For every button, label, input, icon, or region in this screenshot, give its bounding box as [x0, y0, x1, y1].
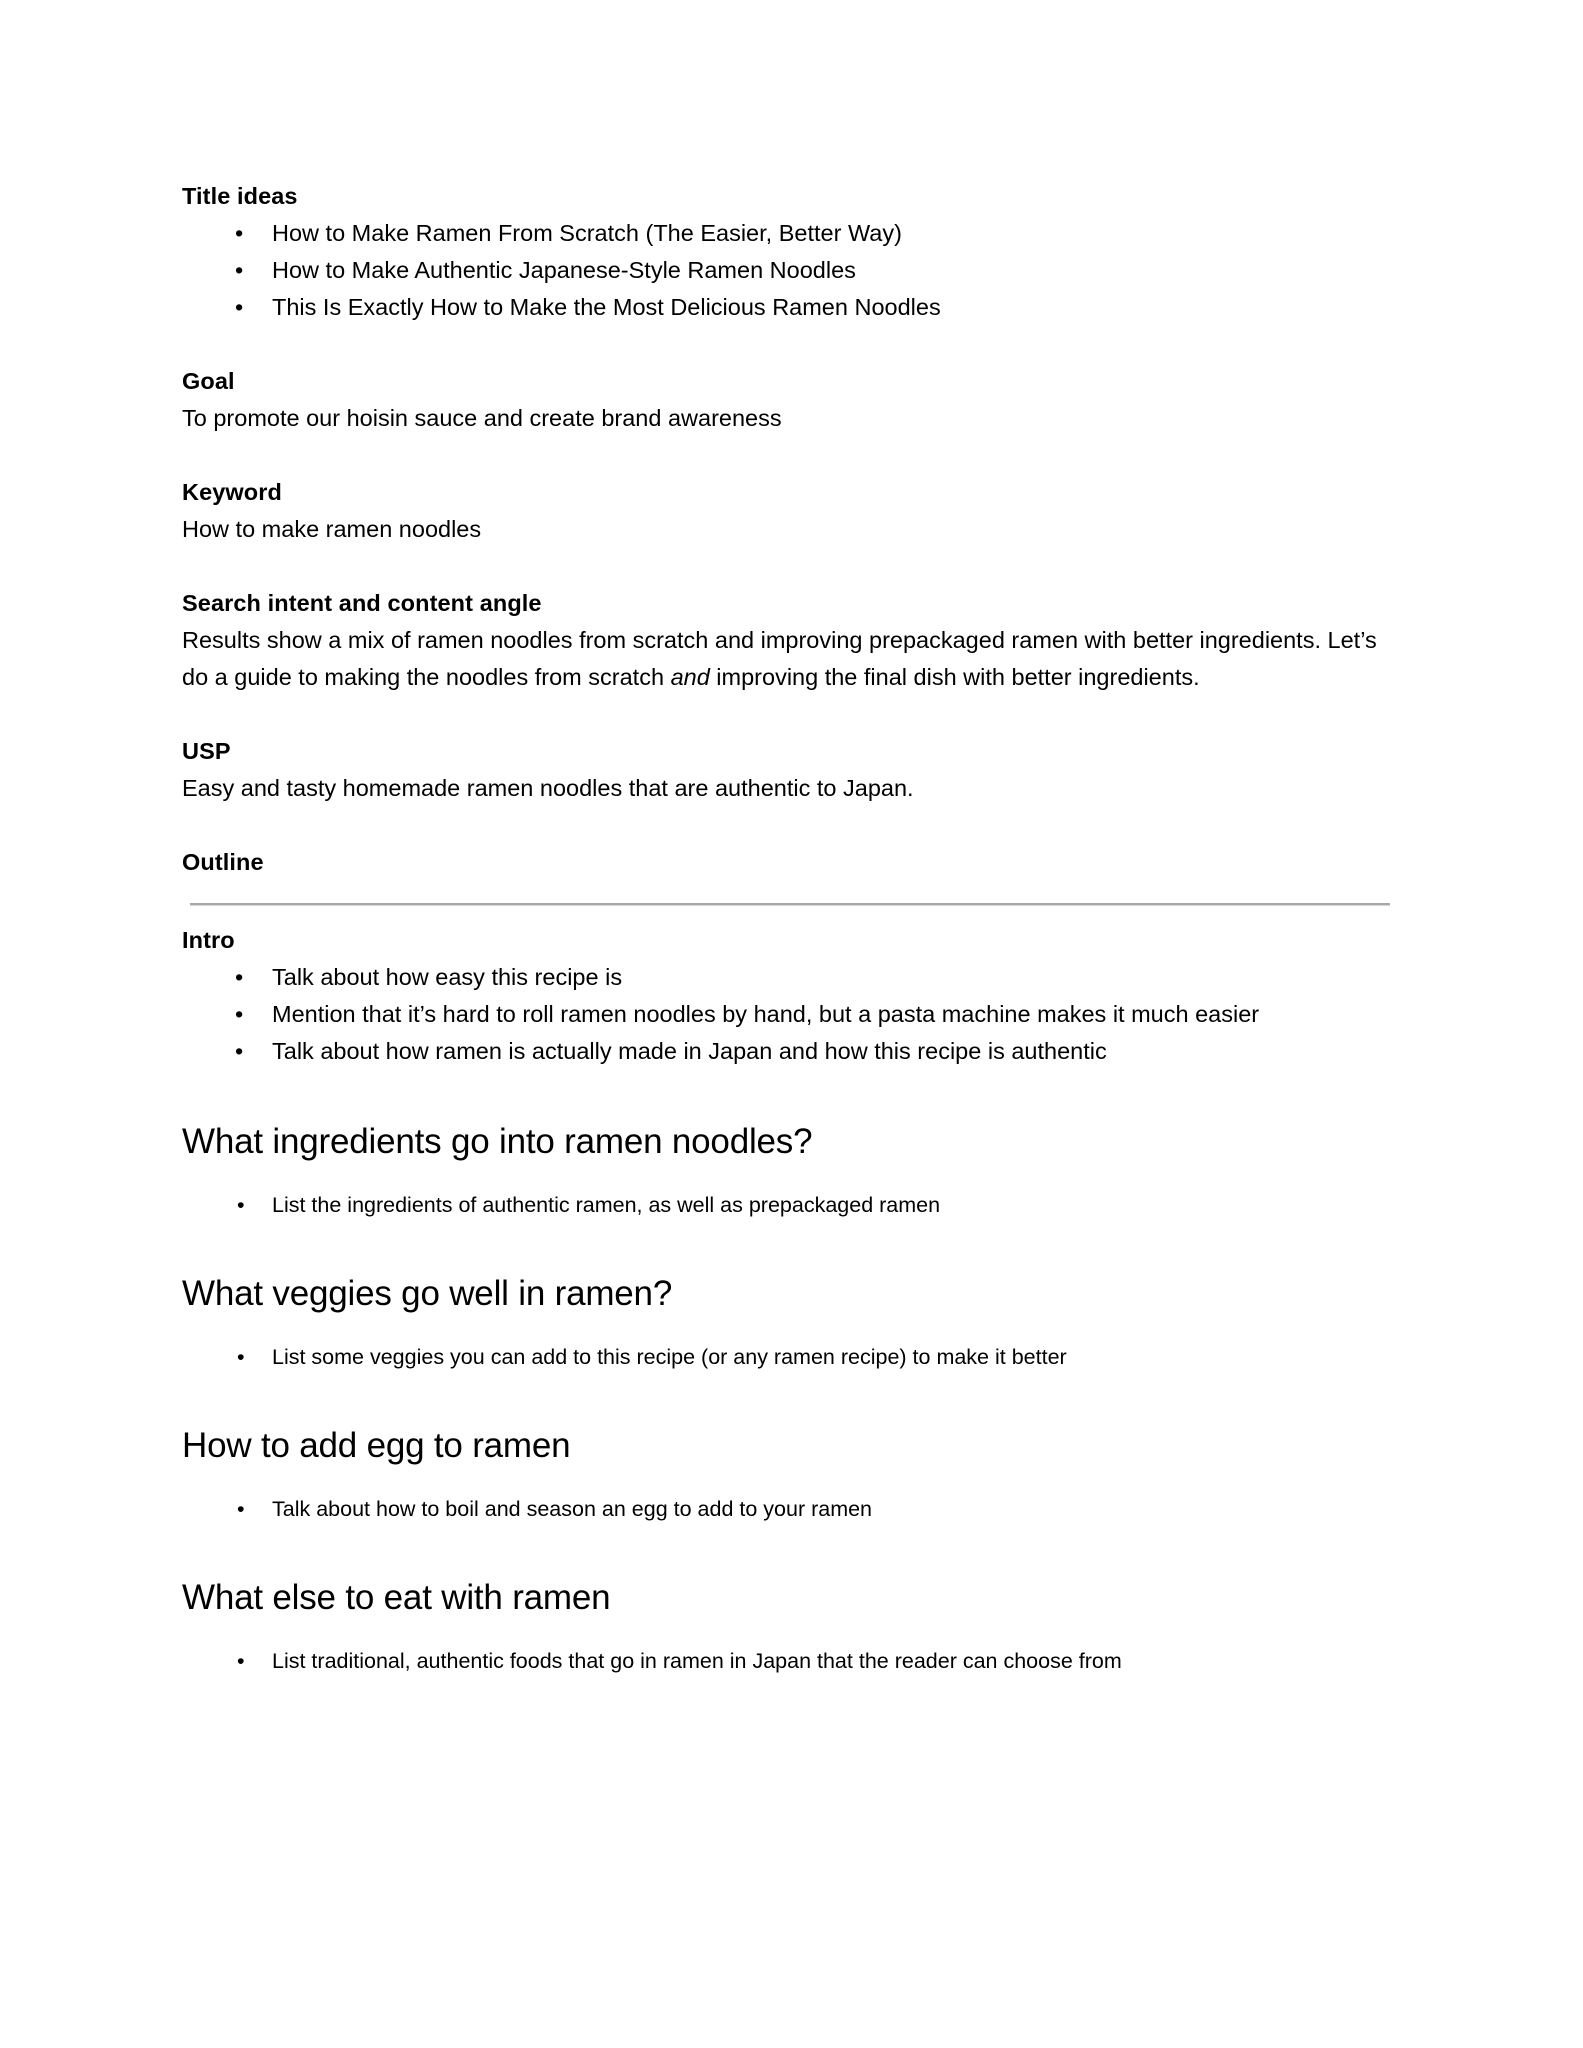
list-item-text: List some veggies you can add to this recipe (or any ramen recipe) to make it better	[272, 1345, 1067, 1369]
outline-heading-3-list	[182, 1492, 1392, 1526]
outline-heading-4-list	[182, 1644, 1392, 1678]
list-item	[182, 252, 1392, 289]
bullet-icon	[237, 1340, 249, 1374]
list-item	[182, 1492, 1392, 1526]
list-item	[182, 289, 1392, 326]
spacer	[182, 807, 1392, 844]
list-item	[182, 996, 1392, 1033]
section-text-search-intent	[182, 622, 1392, 696]
bullet-icon	[235, 959, 247, 996]
section-label-search-intent: Search intent and content angle	[182, 590, 542, 616]
section-text-goal: To promote our hoisin sauce and create brand awareness	[182, 405, 782, 431]
section-label-title-ideas: Title ideas	[182, 183, 298, 209]
spacer	[182, 548, 1392, 585]
section-text-keyword: How to make ramen noodles	[182, 516, 482, 542]
list-item-text: List the ingredients of authentic ramen, as well as prepackaged ramen	[272, 1193, 941, 1217]
outline-divider-wrap	[182, 881, 1392, 922]
section-label-usp: USP	[182, 738, 231, 764]
intro-list	[182, 959, 1392, 1070]
outline-heading-2: What veggies go well in ramen?	[182, 1274, 673, 1313]
list-item-text: List traditional, authentic foods that go in ramen in Japan that the reader can choose from	[272, 1649, 1122, 1673]
outline-heading-1: What ingredients go into ramen noodles?	[182, 1122, 813, 1161]
outline-heading-3: How to add egg to ramen	[182, 1426, 571, 1465]
bullet-icon	[237, 1188, 249, 1222]
list-item	[182, 1033, 1392, 1070]
search-intent-text-part-2: improving the final dish with better ingredients.	[709, 664, 1200, 690]
horizontal-rule	[190, 903, 1390, 906]
spacer	[182, 1316, 1392, 1340]
search-intent-emphasis: and	[670, 664, 710, 690]
bullet-icon	[237, 1644, 249, 1678]
section-label-goal: Goal	[182, 368, 235, 394]
list-item	[182, 1188, 1392, 1222]
list-item	[182, 959, 1392, 996]
bullet-icon	[235, 215, 247, 252]
spacer	[182, 1526, 1392, 1576]
spacer	[182, 437, 1392, 474]
list-item-text: This Is Exactly How to Make the Most Delicious Ramen Noodles	[272, 294, 941, 320]
search-intent-text-part-1: Results show a mix of ramen noodles from scratch and improving prepackaged ramen with better ingredients. Let’s do a guide to making the noodles from scratch	[182, 627, 1377, 690]
section-label-outline: Outline	[182, 849, 264, 875]
section-label-keyword: Keyword	[182, 479, 282, 505]
spacer	[182, 1468, 1392, 1492]
title-ideas-list	[182, 215, 1392, 326]
outline-heading-1-list	[182, 1188, 1392, 1222]
list-item-text: How to Make Ramen From Scratch (The Easier, Better Way)	[272, 220, 902, 246]
list-item-text: Talk about how to boil and season an egg to add to your ramen	[272, 1497, 873, 1521]
list-item-text: Talk about how ramen is actually made in Japan and how this recipe is authentic	[272, 1038, 1107, 1064]
spacer	[182, 696, 1392, 733]
list-item-text: Mention that it’s hard to roll ramen noodles by hand, but a pasta machine makes it much easier	[272, 1001, 1260, 1027]
list-item	[182, 1644, 1392, 1678]
document-body	[182, 178, 1392, 1678]
list-item	[182, 215, 1392, 252]
spacer	[182, 1222, 1392, 1272]
list-item-text: Talk about how easy this recipe is	[272, 964, 623, 990]
list-item-text: How to Make Authentic Japanese-Style Ramen Noodles	[272, 257, 856, 283]
outline-heading-4: What else to eat with ramen	[182, 1578, 611, 1617]
outline-heading-2-list	[182, 1340, 1392, 1374]
spacer	[182, 326, 1392, 363]
spacer	[182, 1620, 1392, 1644]
bullet-icon	[235, 252, 247, 289]
list-item	[182, 1340, 1392, 1374]
spacer	[182, 1164, 1392, 1188]
bullet-icon	[235, 289, 247, 326]
spacer	[182, 1374, 1392, 1424]
spacer	[182, 1070, 1392, 1120]
bullet-icon	[235, 996, 247, 1033]
bullet-icon	[237, 1492, 249, 1526]
section-label-intro: Intro	[182, 927, 235, 953]
section-text-usp: Easy and tasty homemade ramen noodles that are authentic to Japan.	[182, 775, 914, 801]
bullet-icon	[235, 1033, 247, 1070]
